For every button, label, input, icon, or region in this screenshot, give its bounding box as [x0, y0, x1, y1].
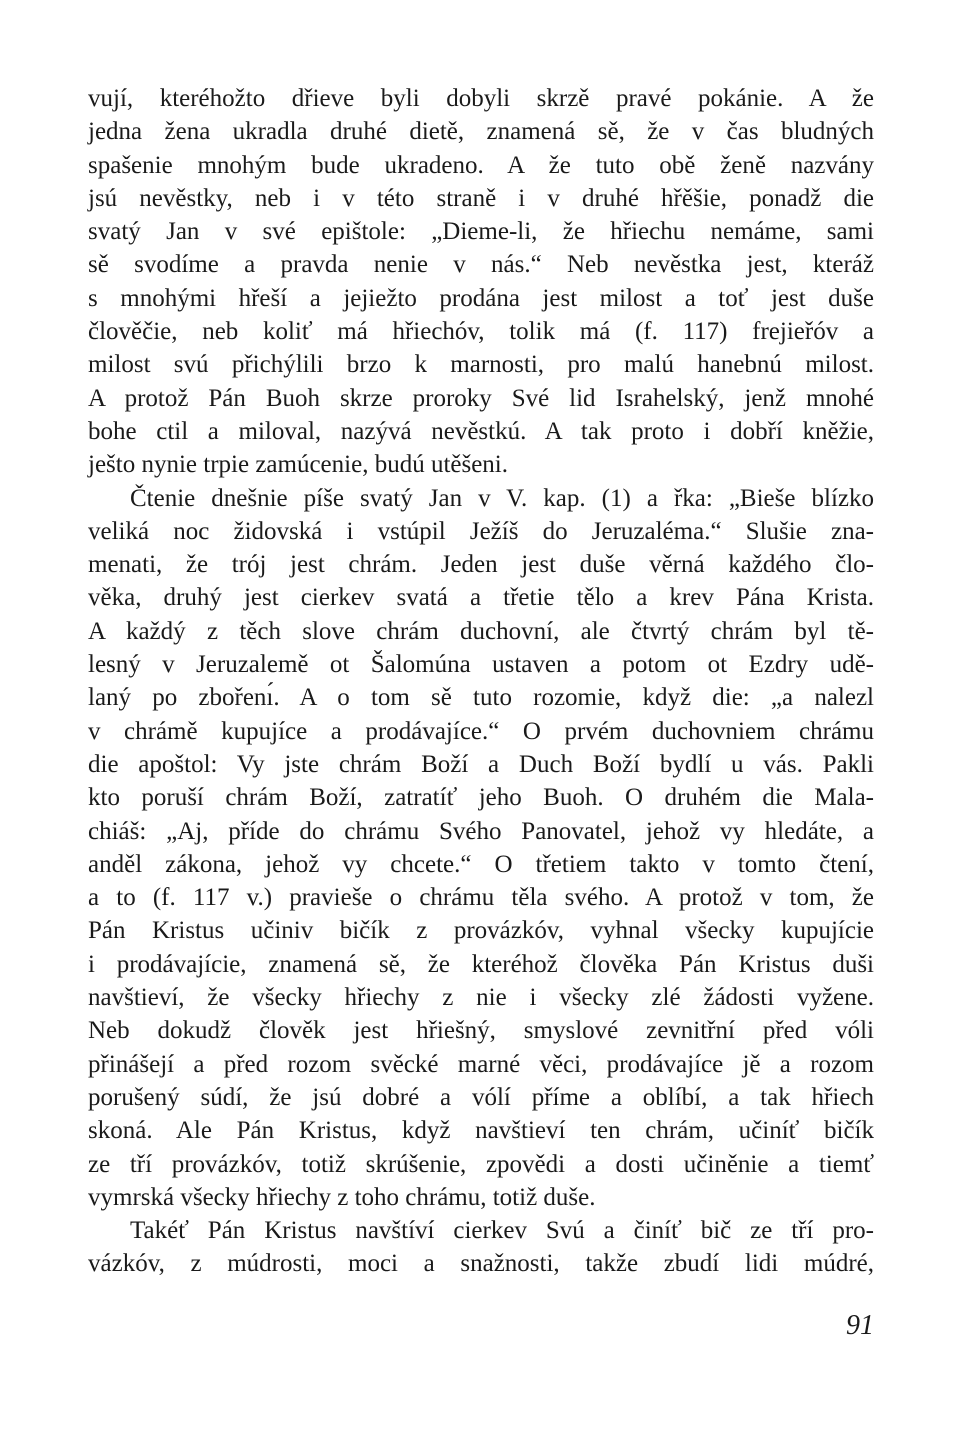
text-line: kto poruší chrám Boží, zatratíť jeho Buoh. O druhém die Mala- — [88, 784, 874, 812]
page-number: 91 — [846, 1310, 874, 1341]
text-line: vázkóv, z múdrosti, moci a snažnosti, takže zbudí lidi múdré, — [88, 1250, 874, 1278]
text-line: vymrská všecky hřiechy z toho chrámu, totiž duše. — [88, 1183, 596, 1211]
text-line: a to (f. 117 v.) pravieše o chrámu těla svého. A protož v tom, že — [88, 884, 874, 912]
text-line: sě svodíme a pravda nenie v nás.“ Neb nevěstka jest, kteráž — [88, 251, 874, 279]
text-line: chiáš: „Aj, příde do chrámu Svého Panovatel, jehož vy hledáte, a — [88, 817, 874, 845]
text-line: spašenie mnohým bude ukradeno. A že tuto obě ženě nazvány — [88, 151, 874, 179]
text-line: jedna žena ukradla druhé dietě, znamená sě, že v čas bludných — [88, 118, 874, 146]
text-line: milost svú přichýlili brzo k marnosti, pro malú hanebnú milost. — [88, 351, 874, 379]
text-line: jsú nevěstky, neb i v této straně i v druhé hřěšie, ponadž die — [88, 184, 874, 212]
text-line: lesný v Jeruzalemě ot Šalomúna ustaven a potom ot Ezdry udě- — [88, 651, 874, 679]
page-text — [88, 82, 874, 1281]
text-line: veliká noc židovská i vstúpil Ježíš do Jeruzaléma.“ Slušie zna- — [88, 517, 874, 545]
text-line: laný po zbořenı́. A o tom sě tuto rozomie, když die: „a nalezl — [88, 684, 874, 712]
text-line: A každý z těch slove chrám duchovní, ale čtvrtý chrám byl tě- — [88, 617, 874, 645]
text-line: v chrámě kupujíce a prodávajíce.“ O prvém duchovniem chrámu — [88, 717, 874, 745]
text-line: porušený súdí, že jsú dobré a vólí příme a oblíbí, a tak hřiech — [88, 1083, 874, 1111]
text-line: A protož Pán Buoh skrze proroky Své lid Israhelský, jenž mnohé — [88, 384, 874, 412]
text-line: Pán Kristus učiniv bičík z provázkóv, vyhnal všecky kupujície — [88, 917, 874, 945]
text-line: Takéť Pán Kristus navštíví cierkev Svú a činíť bič ze tří pro- — [130, 1217, 874, 1245]
text-line: věka, druhý jest cierkev svatá a třetie tělo a krev Pána Krista. — [88, 584, 874, 612]
text-line: menati, že trój jest chrám. Jeden jest duše věrná každého člo- — [88, 551, 874, 579]
text-line: Čtenie dnešnie píše svatý Jan v V. kap. (1) a řka: „Bieše blízko — [130, 484, 874, 512]
paragraph — [88, 82, 874, 482]
text-line: svatý Jan v své epištole: „Dieme-li, že hřiechu nemáme, sami — [88, 218, 874, 246]
text-line: s mnohými hřeší a jejiežto prodána jest milost a toť jest duše — [88, 284, 874, 312]
text-line: anděl zákona, jehož vy chcete.“ O třetiem takto v tomto čtení, — [88, 850, 874, 878]
text-line: Neb dokudž člověk jest hřiešný, smyslové zevnitřní před vóli — [88, 1017, 874, 1045]
text-line: skoná. Ale Pán Kristus, když navštieví ten chrám, učiníť bičík — [88, 1117, 874, 1145]
text-line: ze tří provázkóv, totiž skrúšenie, zpovědi a dosti učiněnie a tiemť — [88, 1150, 874, 1178]
text-line: die apoštol: Vy jste chrám Boží a Duch Boží bydlí u vás. Pakli — [88, 750, 874, 778]
text-line: bohe ctil a miloval, nazývá nevěstkú. A tak proto i dobří kněžie, — [88, 417, 874, 445]
text-line: i prodávajície, znamená sě, že kteréhož člověka Pán Kristus duši — [88, 950, 874, 978]
paragraph — [88, 482, 874, 1215]
text-line: vují, kteréhožto dřieve byli dobyli skrzě pravé pokánie. A že — [88, 85, 874, 112]
paragraph — [88, 1214, 874, 1281]
text-line: člověčie, neb koliť má hřiechóv, tolik má (f. 117) frejieřóv a — [88, 318, 874, 346]
text-line: ješto nynie trpie zamúcenie, budú utěšeni. — [88, 451, 509, 479]
text-line: navštieví, že všecky hřiechy z nie i všecky zlé žádosti vyžene. — [88, 984, 874, 1012]
text-line: přinášejí a před rozom svěcké marné věci, prodávajíce jě a rozom — [88, 1050, 874, 1078]
